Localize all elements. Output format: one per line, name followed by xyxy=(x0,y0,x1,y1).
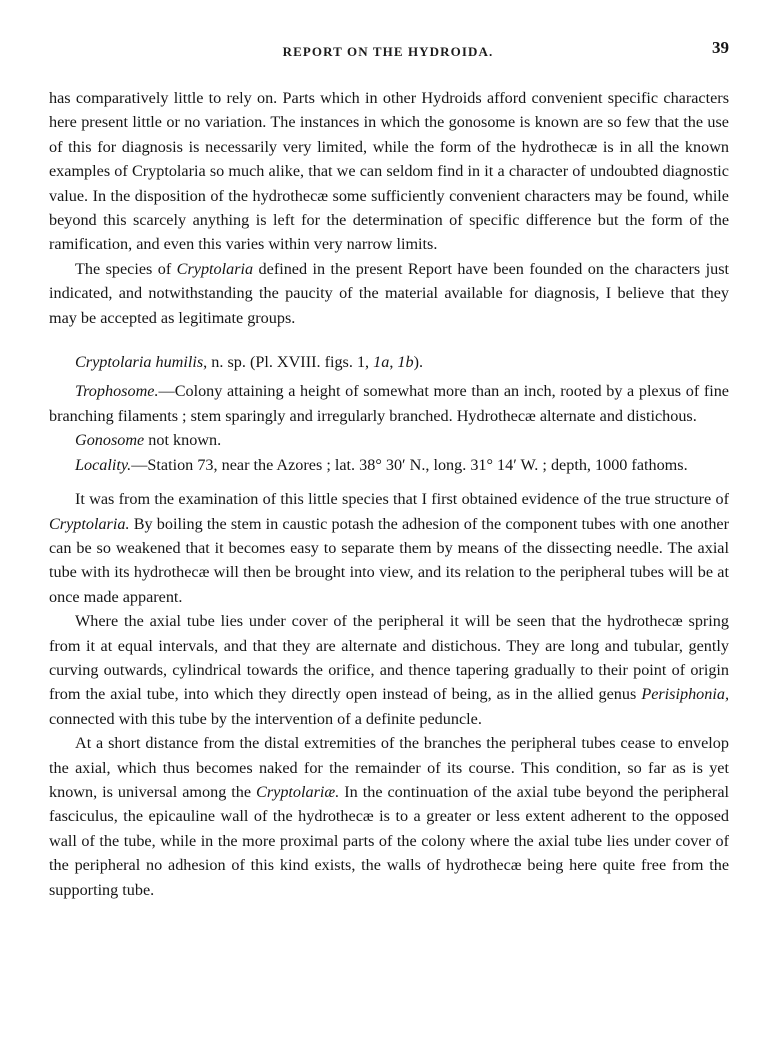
trophosome-label: Trophosome. xyxy=(75,382,159,401)
locality-label: Locality. xyxy=(75,455,132,474)
genus-name: Cryptolaria. xyxy=(49,514,130,533)
page-header xyxy=(0,40,776,66)
locality-description: Locality.—Station 73, near the Azores ; lat. 38° 30′ N., long. 31° 14′ W. ; depth, 1000 fathoms. xyxy=(75,455,688,474)
genus-name: Perisiphonia, xyxy=(641,685,729,704)
paragraph-continuation: has comparatively little to rely on. Parts which in other Hydroids afford convenient specific characters here present little or no variation. The instances in which the gonosome is known are so few that the use of this for diagnosis is necessarily very limited, while the form of the hydrothecæ is in all the known examples of Cryptolaria so much alike, that we can seldom find in it a character of undoubted diagnostic value. In the disposition of the hydrothecæ some sufficiently convenient characters may be found, while beyond this scarcely anything is left for the determination of specific difference but the form of the ramification, and even this varies within very narrow limits. xyxy=(49,89,729,254)
gonosome-description: Gonosome not known. xyxy=(75,431,222,450)
species-heading: Cryptolaria humilis, n. sp. (Pl. XVIII. figs. 1, 1a, 1b). xyxy=(75,353,424,372)
genus-name: Cryptolaria xyxy=(176,259,254,278)
paragraph-hydrothecae: Where the axial tube lies under cover of the peripheral it will be seen that the hydrothecæ spring from it at equal intervals, and that they are alternate and distichous. They are long and tubular, gently curving outwards, cylindrical towards the orifice, and thence tapering gradually to their point of origin from the axial tube, into which they directly open instead of being, as in the allied genus Perisiphonia, connected with this tube by the intervention of a definite peduncle. xyxy=(49,612,729,728)
paragraph-structure: It was from the examination of this little species that I first obtained evidence of the true structure of Cryptolaria. By boiling the stem in caustic potash the adhesion of the component tubes with one another can be so weakened that it becomes easy to separate them by means of the dissecting needle. The axial tube with its hydrothecæ will then be brought into view, and its relation to the peripheral tubes will be at once made apparent. xyxy=(49,490,729,606)
paragraph-species-basis: The species of Cryptolaria defined in the present Report have been founded on the characters just indicated, and notwithstanding the paucity of the material available for diagnosis, I believe that they may be accepted as legitimate groups. xyxy=(49,259,729,327)
trophosome-description: Trophosome.—Colony attaining a height of somewhat more than an inch, rooted by a plexus of fine branching filaments ; stem sparingly and irregularly branched. Hydrothecæ alternate and distichous. xyxy=(49,382,729,425)
page-number: 39 xyxy=(712,38,729,57)
gonosome-label: Gonosome xyxy=(75,431,145,450)
body-text xyxy=(49,86,729,902)
species-name: Cryptolaria humilis xyxy=(75,353,204,372)
paragraph-axial-tube: At a short distance from the distal extremities of the branches the peripheral tubes cease to envelop the axial, which thus becomes naked for the remainder of its course. This condition, so far as is yet known, is universal among the Cryptolariæ. In the continuation of the axial tube beyond the peripheral fasciculus, the epicauline wall of the hydrothecæ is to a greater or less extent adherent to the opposed wall of the tube, while in the more proximal parts of the colony where the axial tube lies under cover of the peripheral no adhesion of this kind exists, the walls of hydrothecæ being here quite free from the supporting tube. xyxy=(49,734,729,899)
genus-name: Cryptolariæ. xyxy=(256,782,340,801)
running-head: REPORT ON THE HYDROIDA. xyxy=(282,44,494,59)
